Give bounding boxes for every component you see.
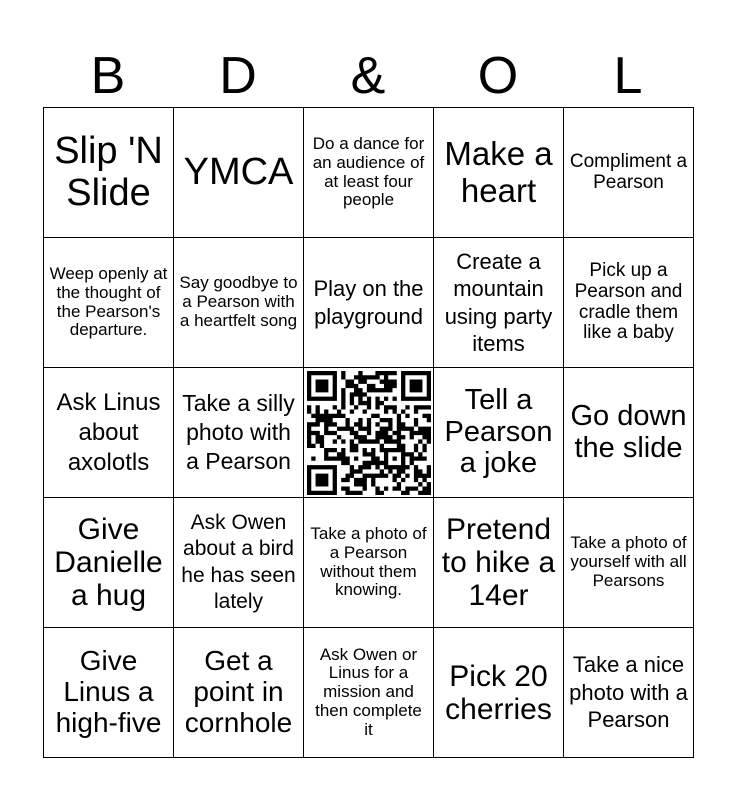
bingo-cell[interactable]: Compliment a Pearson [564,108,694,238]
board-row-2 [44,238,694,368]
bingo-cell[interactable]: Say goodbye to a Pearson with a heartfelt song [174,238,304,368]
bingo-cell[interactable]: Take a photo of yourself with all Pearsons [564,498,694,628]
bingo-cell[interactable]: Slip 'N Slide [44,108,174,238]
bingo-cell[interactable]: Take a nice photo with a Pearson [564,628,694,758]
header-letter-o: O [477,47,519,105]
header-letter-ampersand: & [350,47,386,105]
bingo-cell[interactable]: Weep openly at the thought of the Pearson's departure. [44,238,174,368]
qr-code-icon [307,371,431,495]
bingo-cell[interactable]: Create a mountain using party items [434,238,564,368]
bingo-cell[interactable]: Ask Linus about axolotls [44,368,174,498]
board-row-4 [44,498,694,628]
bingo-cell[interactable]: Pick up a Pearson and cradle them like a baby [564,238,694,368]
bingo-header [43,44,693,108]
bingo-cell[interactable]: Pick 20 cherries [434,628,564,758]
bingo-cell[interactable]: Do a dance for an audience of at least four people [304,108,434,238]
board-row-1 [44,108,694,238]
bingo-cell[interactable]: Give Linus a high-five [44,628,174,758]
bingo-cell[interactable]: Make a heart [434,108,564,238]
bingo-cell[interactable]: Take a photo of a Pearson without them knowing. [304,498,434,628]
header-letter-b: B [90,47,126,105]
bingo-cell[interactable]: Take a silly photo with a Pearson [174,368,304,498]
bingo-cell[interactable]: Get a point in cornhole [174,628,304,758]
bingo-cell[interactable]: Tell a Pearson a joke [434,368,564,498]
bingo-cell[interactable]: YMCA [174,108,304,238]
bingo-board [43,107,694,758]
bingo-cell[interactable]: Pretend to hike a 14er [434,498,564,628]
bingo-cell[interactable]: Go down the slide [564,368,694,498]
header-letter-d: D [219,47,257,105]
free-space-cell[interactable] [304,368,434,498]
board-row-5 [44,628,694,758]
bingo-cell[interactable]: Give Danielle a hug [44,498,174,628]
board-row-3 [44,368,694,498]
header-letter-l: L [613,47,643,105]
bingo-cell[interactable]: Play on the playground [304,238,434,368]
bingo-cell[interactable]: Ask Owen or Linus for a mission and then complete it [304,628,434,758]
bingo-cell[interactable]: Ask Owen about a bird he has seen lately [174,498,304,628]
